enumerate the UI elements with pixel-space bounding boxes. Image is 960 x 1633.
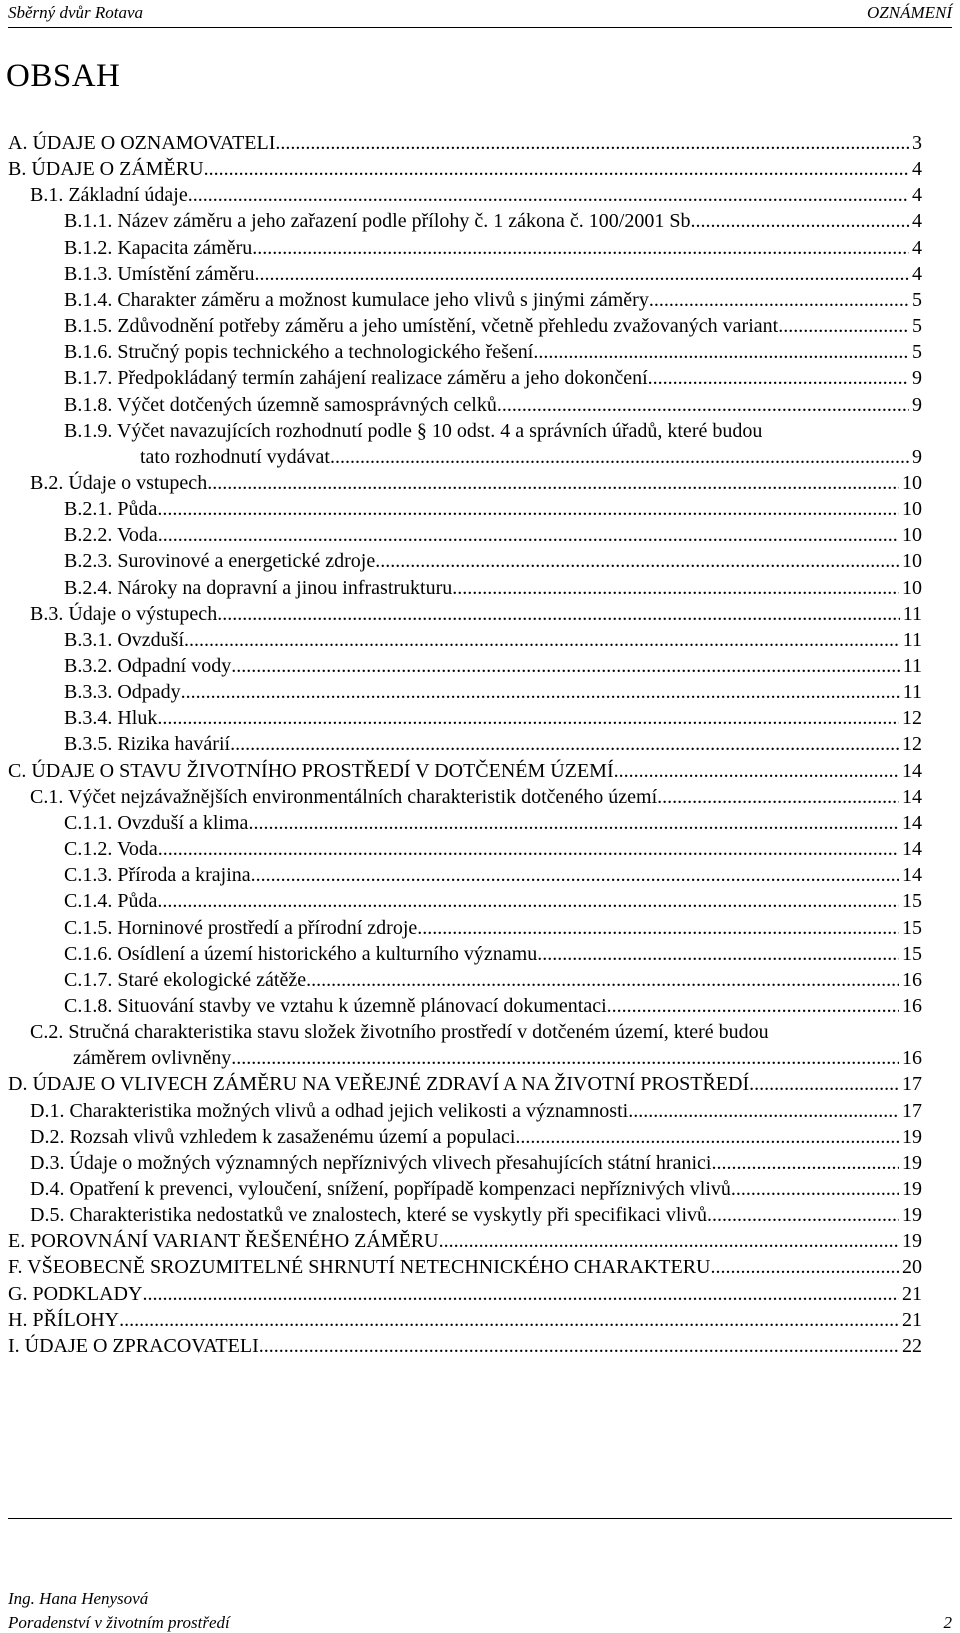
toc-page-number: 12 [902, 707, 922, 730]
header-document-type: OZNÁMENÍ [867, 3, 952, 22]
toc-dot-leader [657, 784, 899, 810]
toc-page-number: 5 [912, 315, 922, 338]
toc-page-number: 19 [902, 1230, 922, 1253]
toc-entry[interactable] [64, 287, 922, 313]
toc-page-number: 20 [902, 1256, 922, 1279]
toc-dot-leader [157, 888, 899, 914]
toc-page-number: 4 [912, 210, 922, 233]
toc-entry[interactable] [64, 653, 922, 679]
toc-entry-text: B.2.2. Voda [64, 524, 158, 547]
toc-entry-text: E. POROVNÁNÍ VARIANT ŘEŠENÉHO ZÁMĚRU [8, 1230, 439, 1253]
toc-page-number: 15 [902, 916, 922, 939]
toc-entry-text: C.1.5. Horninové prostředí a přírodní zdroje [64, 916, 418, 939]
toc-entry[interactable] [64, 365, 922, 391]
toc-page-number: 11 [902, 655, 922, 677]
toc-dot-leader [142, 1281, 899, 1307]
toc-dot-leader [157, 496, 899, 522]
toc-entry[interactable] [8, 1281, 922, 1307]
toc-page-number: 10 [902, 471, 922, 494]
toc-entry[interactable] [8, 1307, 922, 1333]
toc-entry[interactable] [30, 1150, 922, 1176]
toc-dot-leader [649, 287, 909, 313]
toc-page-number: 14 [902, 811, 922, 834]
toc-page-number: 4 [912, 184, 922, 207]
toc-dot-leader [119, 1307, 899, 1333]
toc-page-number: 4 [912, 236, 922, 259]
toc-dot-leader [251, 862, 899, 888]
toc-dot-leader [710, 1254, 899, 1280]
toc-entry[interactable] [64, 810, 922, 836]
toc-dot-leader [614, 758, 899, 784]
toc-dot-leader [248, 810, 899, 836]
toc-entry-text: C.2. Stručná charakteristika stavu složek životního prostředí v dotčeném území, které budou [30, 1021, 769, 1044]
toc-entry[interactable] [8, 758, 922, 784]
toc-page-number: 5 [912, 341, 922, 364]
toc-dot-leader [695, 208, 909, 234]
toc-entry-text: B.1. Základní údaje [30, 184, 188, 207]
toc-dot-leader [157, 705, 899, 731]
toc-entry-text: D.1. Charakteristika možných vlivů a odhad jejich velikosti a významnosti [30, 1099, 629, 1122]
toc-dot-leader [749, 1071, 899, 1097]
toc-entry[interactable] [64, 522, 922, 548]
toc-entry-text-continued: tato rozhodnutí vydávat [140, 445, 330, 468]
toc-entry[interactable] [8, 1228, 922, 1254]
toc-dot-leader [188, 182, 909, 208]
toc-entry[interactable] [64, 208, 922, 234]
toc-dot-leader [275, 130, 909, 156]
toc-entry[interactable] [30, 784, 922, 810]
toc-dot-leader [158, 836, 899, 862]
toc-entry[interactable] [64, 313, 922, 339]
toc-entry-text: A. ÚDAJE O OZNAMOVATELI [8, 132, 276, 154]
toc-entry-text: C.1.3. Příroda a krajina [64, 864, 251, 887]
toc-dot-leader [231, 653, 900, 679]
toc-entry-text: C. ÚDAJE O STAVU ŽIVOTNÍHO PROSTŘEDÍ V DOTČENÉM ÚZEMÍ [8, 759, 614, 782]
toc-page-number: 11 [902, 628, 922, 651]
toc-page-number: 21 [902, 1308, 922, 1331]
toc-entry-text: B.3.2. Odpadní vody [64, 655, 232, 677]
toc-entry[interactable] [64, 705, 922, 731]
toc-entry-text: B.3.5. Rizika havárií [64, 733, 231, 756]
toc-entry-text: B.1.9. Výčet navazujících rozhodnutí podle § 10 odst. 4 a správních úřadů, které budou [64, 419, 763, 442]
toc-entry[interactable] [64, 731, 922, 757]
toc-page-number: 16 [902, 1047, 922, 1070]
toc-dot-leader [184, 627, 900, 653]
toc-entry-text: D.3. Údaje o možných významných nepříznivých vlivech přesahujících státní hranici [30, 1151, 712, 1174]
toc-entry-text: B.1.1. Název záměru a jeho zařazení podle přílohy č. 1 zákona č. 100/2001 Sb. [64, 210, 696, 233]
toc-entry[interactable] [64, 575, 922, 601]
toc-page-number: 19 [902, 1204, 922, 1227]
toc-entry-text: D.2. Rozsah vlivů vzhledem k zasaženému území a populaci [30, 1125, 516, 1148]
toc-page-number: 11 [902, 602, 922, 625]
toc-entry-text: B. ÚDAJE O ZÁMĚRU [8, 158, 204, 181]
footer-role: Poradenství v životním prostředí [8, 1613, 230, 1632]
toc-dot-leader [537, 941, 899, 967]
toc-entry[interactable] [30, 1019, 922, 1071]
toc-dot-leader [252, 235, 909, 261]
toc-entry-text: I. ÚDAJE O ZPRACOVATELI [8, 1334, 259, 1357]
toc-entry-text: B.3.3. Odpady [64, 681, 181, 704]
toc-page-number: 22 [902, 1334, 922, 1357]
toc-entry[interactable] [64, 418, 922, 470]
toc-entry-text: B.1.2. Kapacita záměru [64, 236, 253, 259]
toc-page-number: 16 [902, 994, 922, 1017]
page-footer [8, 1518, 952, 1632]
toc-entry-text: D.5. Charakteristika nedostatků ve znalostech, které se vyskytly při specifikaci vlivů [30, 1204, 708, 1227]
toc-entry-text: B.1.4. Charakter záměru a možnost kumulace jeho vlivů s jinými záměry [64, 288, 649, 311]
toc-entry-text: C.1.1. Ovzduší a klima [64, 811, 249, 834]
toc-page-number: 14 [902, 785, 922, 808]
toc-page-number: 14 [902, 864, 922, 887]
toc-dot-leader [628, 1098, 899, 1124]
toc-entry-text: C.1.7. Staré ekologické zátěže [64, 968, 307, 991]
toc-page-number: 11 [902, 681, 922, 704]
toc-page-number: 17 [902, 1099, 922, 1122]
toc-entry[interactable] [64, 548, 922, 574]
toc-page-number: 10 [902, 550, 922, 573]
toc-entry-text: B.1.5. Zdůvodnění potřeby záměru a jeho umístění, včetně přehledu zvažovaných variant [64, 315, 779, 338]
toc-entry-text: D.4. Opatření k prevenci, vyloučení, snížení, popřípadě kompenzaci nepříznivých vlivů [30, 1178, 731, 1200]
toc-entry-text: C.1.6. Osídlení a území historického a kulturního významu [64, 942, 538, 965]
toc-entry[interactable] [64, 836, 922, 862]
toc-dot-leader [778, 313, 909, 339]
toc-dot-leader [515, 1124, 899, 1150]
toc-entry-text-continued: záměrem ovlivněny [73, 1047, 232, 1070]
footer-page-number: 2 [943, 1613, 952, 1632]
toc-dot-leader [375, 548, 899, 574]
toc-page-number: 19 [902, 1178, 922, 1200]
toc-dot-leader [439, 1228, 899, 1254]
toc-page-number: 12 [902, 733, 922, 756]
toc-entry-text: C.1. Výčet nejzávažnějších environmentálních charakteristik dotčeného území [30, 785, 658, 808]
toc-dot-leader [181, 679, 900, 705]
toc-dot-leader [204, 156, 909, 182]
toc-entry[interactable] [64, 993, 922, 1019]
toc-dot-leader [306, 967, 899, 993]
toc-entry[interactable] [8, 156, 922, 182]
page-title: OBSAH [6, 58, 121, 94]
toc-entry[interactable] [64, 915, 922, 941]
toc-dot-leader [533, 339, 909, 365]
toc-entry[interactable] [64, 627, 922, 653]
toc-entry-text: B.1.8. Výčet dotčených územně samosprávných celků [64, 393, 497, 416]
toc-page-number: 10 [902, 576, 922, 599]
toc-entry[interactable] [30, 1098, 922, 1124]
toc-page-number: 5 [912, 288, 922, 311]
toc-entry-text: D. ÚDAJE O VLIVECH ZÁMĚRU NA VEŘEJNÉ ZDRAVÍ A NA ŽIVOTNÍ PROSTŘEDÍ [8, 1073, 750, 1096]
toc-dot-leader [497, 392, 909, 418]
toc-entry[interactable] [30, 1124, 922, 1150]
footer-author: Ing. Hana Henysová [8, 1589, 149, 1608]
toc-entry[interactable] [8, 1071, 922, 1097]
toc-entry[interactable] [30, 470, 922, 496]
toc-dot-leader [217, 601, 900, 627]
toc-page-number: 14 [902, 838, 922, 861]
toc-page-number: 9 [912, 367, 922, 390]
toc-page-number: 21 [902, 1282, 922, 1305]
toc-dot-leader [158, 522, 899, 548]
toc-entry[interactable] [30, 182, 922, 208]
toc-entry-text: F. VŠEOBECNĚ SROZUMITELNÉ SHRNUTÍ NETECHNICKÉHO CHARAKTERU [8, 1256, 711, 1279]
toc-entry[interactable] [30, 1202, 922, 1228]
toc-entry[interactable] [64, 941, 922, 967]
toc-page-number: 15 [902, 942, 922, 965]
toc-page-number: 3 [912, 132, 922, 154]
toc-dot-leader [648, 365, 909, 391]
toc-entry-text: B.1.7. Předpokládaný termín zahájení realizace záměru a jeho dokončení [64, 367, 648, 390]
toc-entry-text: G. PODKLADY [8, 1282, 143, 1305]
toc-entry-text: B.3. Údaje o výstupech [30, 602, 218, 625]
toc-entry-text: B.2.3. Surovinové a energetické zdroje [64, 550, 376, 573]
toc-entry-text: B.3.1. Ovzduší [64, 628, 184, 651]
toc-entry[interactable] [64, 261, 922, 287]
toc-entry[interactable] [64, 235, 922, 261]
toc-page-number: 10 [902, 498, 922, 521]
toc-dot-leader [231, 1045, 899, 1071]
toc-page-number: 4 [912, 158, 922, 181]
toc-entry-text: B.2.1. Půda [64, 498, 158, 521]
toc-entry[interactable] [64, 967, 922, 993]
toc-entry[interactable] [64, 339, 922, 365]
toc-entry[interactable] [30, 601, 922, 627]
toc-entry-text: B.1.3. Umístění záměru [64, 262, 255, 285]
toc-dot-leader [607, 993, 899, 1019]
toc-entry[interactable] [64, 392, 922, 418]
toc-page-number: 14 [902, 759, 922, 782]
toc-entry-text: B.2. Údaje o vstupech [30, 471, 208, 494]
toc-dot-leader [255, 261, 909, 287]
toc-entry[interactable] [30, 1176, 922, 1202]
toc-entry[interactable] [8, 130, 922, 156]
toc-page-number: 9 [912, 393, 922, 416]
toc-entry[interactable] [64, 862, 922, 888]
toc-page-number: 19 [902, 1151, 922, 1174]
toc-entry[interactable] [8, 1254, 922, 1280]
page-header [8, 0, 952, 28]
toc-dot-leader [452, 575, 899, 601]
toc-entry-text: B.1.6. Stručný popis technického a technologického řešení [64, 341, 534, 364]
toc-entry-text: B.3.4. Hluk [64, 707, 158, 730]
toc-entry[interactable] [64, 679, 922, 705]
toc-page-number: 16 [902, 968, 922, 991]
toc-dot-leader [207, 470, 899, 496]
toc-page-number: 10 [902, 524, 922, 547]
toc-dot-leader [731, 1176, 899, 1202]
toc-dot-leader [330, 444, 909, 470]
toc-entry-text: C.1.2. Voda [64, 838, 158, 861]
toc-dot-leader [417, 915, 899, 941]
toc-dot-leader [711, 1150, 899, 1176]
toc-dot-leader [707, 1202, 899, 1228]
header-project-title: Sběrný dvůr Rotava [8, 3, 144, 22]
toc-entry[interactable] [8, 1333, 922, 1359]
toc-page-number: 15 [902, 890, 922, 913]
toc-entry-text: C.1.8. Situování stavby ve vztahu k územně plánovací dokumentaci [64, 994, 607, 1017]
toc-page-number: 19 [902, 1125, 922, 1148]
toc-entry-text: C.1.4. Půda [64, 890, 158, 913]
toc-dot-leader [230, 731, 899, 757]
toc-entry[interactable] [64, 496, 922, 522]
toc-dot-leader [259, 1333, 899, 1359]
toc-page-number: 9 [912, 445, 922, 468]
toc-entry-text: H. PŘÍLOHY [8, 1308, 120, 1331]
toc-page-number: 4 [912, 262, 922, 285]
toc-entry[interactable] [64, 888, 922, 914]
toc-page-number: 17 [902, 1073, 922, 1096]
toc-entry-text: B.2.4. Nároky na dopravní a jinou infrastrukturu [64, 576, 453, 599]
